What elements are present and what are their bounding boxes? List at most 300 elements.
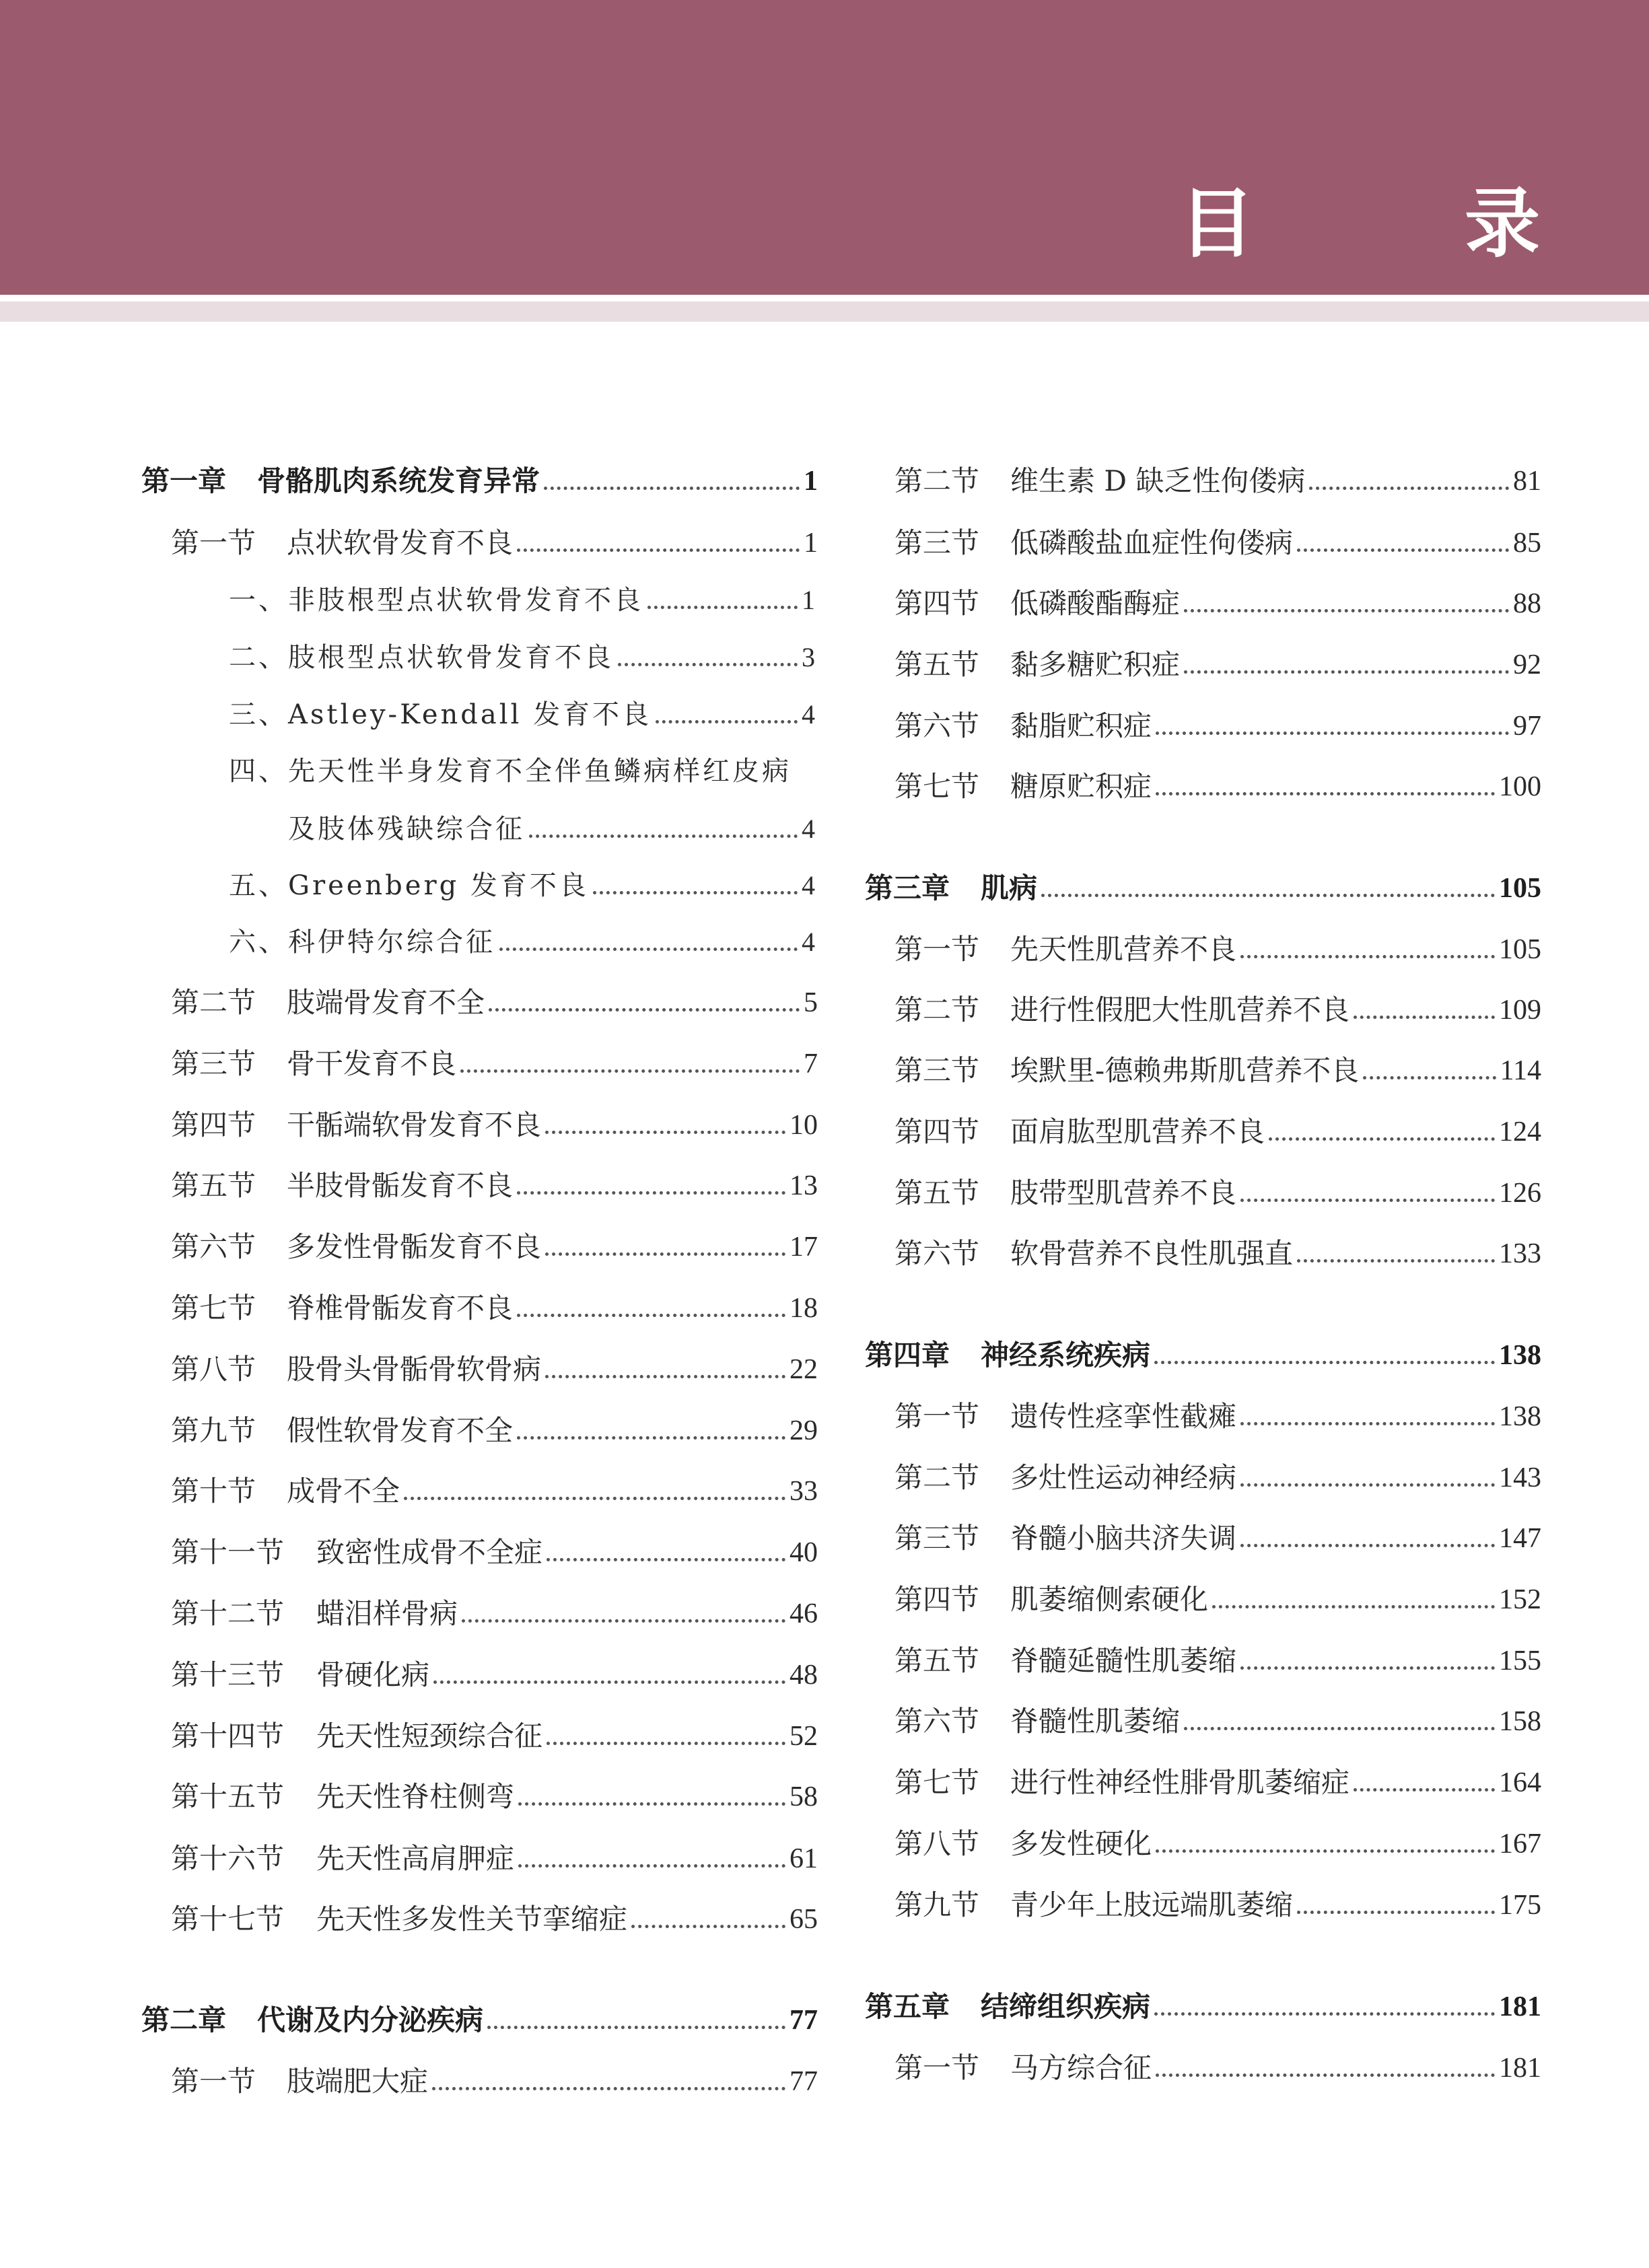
entry-title: 蜡泪样骨病 (316, 1597, 458, 1630)
toc-section-entry[interactable] (141, 1896, 818, 1943)
dot-leader (517, 1191, 785, 1195)
toc-section-entry[interactable] (865, 580, 1541, 627)
entry-label (894, 1454, 1236, 1501)
dot-leader (1354, 1016, 1495, 1019)
dot-leader (545, 1252, 785, 1256)
entry-label (171, 520, 513, 567)
dot-leader (462, 1619, 785, 1623)
entry-title: 肌萎缩侧索硬化 (1010, 1583, 1209, 1616)
entry-title: 黏多糖贮积症 (1010, 648, 1181, 681)
entry-title: 遗传性痉挛性截瘫 (1010, 1400, 1237, 1433)
page-number: 1 (804, 528, 818, 559)
entry-label (229, 691, 652, 738)
dot-leader (1154, 1361, 1495, 1364)
dot-leader (518, 1864, 785, 1868)
dot-leader (517, 1314, 785, 1317)
dot-leader (1041, 894, 1495, 897)
entry-label (894, 1230, 1293, 1277)
dot-leader (1269, 1137, 1495, 1141)
dot-leader (647, 606, 798, 609)
entry-title: 骨硬化病 (316, 1658, 430, 1691)
page-number: 7 (804, 1049, 818, 1079)
dot-leader (1184, 670, 1509, 674)
entry-label (171, 1590, 458, 1637)
page-number: 5 (804, 987, 818, 1018)
page-number: 1 (804, 466, 818, 497)
dot-leader (1309, 487, 1509, 490)
dot-leader (547, 1742, 785, 1745)
entry-label (171, 1835, 514, 1882)
entry-label (171, 1346, 541, 1393)
entry-title: 脊髓小脑共济失调 (1010, 1522, 1237, 1555)
entry-label (141, 1997, 483, 2044)
entry-label (894, 1882, 1293, 1929)
entry-label (894, 926, 1236, 973)
entry-label (171, 1285, 513, 1332)
page-title: 目 录 (1179, 180, 1607, 268)
entry-label (865, 1983, 1150, 2030)
entry-number: 第二节 (894, 993, 980, 1026)
entry-label (171, 1102, 541, 1149)
dot-leader (432, 2087, 785, 2090)
dot-leader (487, 2026, 785, 2029)
entry-label (894, 1515, 1236, 1562)
page-number: 124 (1499, 1117, 1541, 1147)
entry-number: 六、 (229, 927, 288, 958)
dot-leader (1184, 1727, 1495, 1730)
entry-title: 肌病 (981, 872, 1038, 905)
entry-label (894, 1393, 1236, 1440)
toc-section-entry[interactable] (865, 763, 1541, 810)
entry-number: 第四节 (894, 1115, 980, 1148)
dot-leader (547, 1558, 785, 1561)
page-number: 152 (1499, 1584, 1541, 1615)
entry-title: 低磷酸酯酶症 (1010, 587, 1181, 620)
entry-number: 第八节 (894, 1827, 980, 1860)
entry-title: 多发性骨骺发育不良 (287, 1230, 542, 1263)
entry-label (894, 1170, 1236, 1217)
page-number: 147 (1499, 1523, 1541, 1554)
dot-leader (1184, 609, 1509, 612)
page-number: 109 (1499, 995, 1541, 1026)
page-number: 85 (1513, 528, 1541, 559)
entry-label (229, 577, 643, 624)
page-number: 81 (1513, 466, 1541, 497)
entry-number: 第十七节 (171, 1903, 285, 1936)
entry-number: 第二节 (894, 1461, 980, 1494)
entry-label (171, 1773, 514, 1820)
dot-leader (1212, 1605, 1495, 1608)
page-number: 138 (1499, 1401, 1541, 1432)
entry-title: 进行性假肥大性肌营养不良 (1010, 993, 1350, 1026)
dot-leader (1156, 2074, 1495, 2077)
toc-section-entry[interactable] (865, 520, 1541, 567)
entry-label (894, 458, 1305, 505)
entry-number: 第十三节 (171, 1658, 285, 1691)
entry-label (171, 1713, 542, 1760)
entry-label (171, 1162, 513, 1209)
entry-number: 第四节 (894, 1583, 980, 1616)
entry-number: 第七节 (894, 770, 980, 803)
toc-section-entry[interactable] (865, 1882, 1541, 1929)
toc-section-entry[interactable] (865, 1230, 1541, 1277)
page-number: 18 (790, 1293, 818, 1324)
toc-section-entry[interactable] (141, 1529, 818, 1576)
entry-number: 一、 (229, 585, 288, 616)
entry-label (894, 1820, 1152, 1868)
entry-label (894, 1698, 1180, 1745)
dot-leader (518, 1802, 785, 1806)
entry-label (171, 1896, 627, 1943)
entry-number: 第一节 (171, 526, 256, 559)
dot-leader (489, 1008, 800, 1012)
page-number: 114 (1500, 1055, 1541, 1086)
entry-number: 第二章 (141, 2004, 227, 2036)
entry-number: 第五节 (894, 1176, 980, 1209)
toc-section-entry[interactable] (141, 1468, 818, 1515)
entry-number: 第一节 (894, 2051, 980, 2084)
entry-title: Astley-Kendall 发育不良 (288, 699, 652, 730)
entry-number: 二、 (229, 642, 288, 673)
entry-number: 第三节 (894, 1054, 980, 1087)
entry-label (894, 1047, 1359, 1094)
entry-number: 第一节 (894, 1400, 980, 1433)
page-number: 167 (1499, 1829, 1541, 1859)
entry-number: 第六节 (894, 1705, 980, 1738)
entry-number: 第二节 (171, 986, 256, 1019)
dot-leader (544, 487, 800, 490)
dot-leader (1156, 792, 1495, 795)
toc-section-entry[interactable] (141, 1590, 818, 1637)
entry-label (229, 919, 495, 966)
page-number: 22 (790, 1354, 818, 1385)
entry-number: 四、 (229, 756, 288, 787)
toc-section-entry[interactable] (141, 1285, 818, 1332)
toc-chapter-entry[interactable] (141, 1997, 818, 2044)
dot-leader (1240, 1422, 1495, 1425)
entry-number: 第九节 (894, 1888, 980, 1921)
toc-section-entry[interactable] (141, 520, 818, 567)
toc-subsection-entry[interactable] (141, 577, 818, 624)
entry-title: 青少年上肢远端肌萎缩 (1010, 1888, 1294, 1921)
entry-title: 先天性高肩胛症 (316, 1842, 515, 1875)
toc-section-entry[interactable] (141, 1407, 818, 1454)
entry-title: 科伊特尔综合征 (288, 927, 495, 958)
entry-number: 第三节 (171, 1047, 256, 1080)
page-number: 88 (1513, 588, 1541, 619)
toc-subsection-entry[interactable] (141, 634, 818, 681)
entry-number: 第十四节 (171, 1720, 285, 1752)
entry-number: 第一章 (141, 464, 227, 497)
page-number: 3 (802, 642, 818, 672)
entry-number: 第十六节 (171, 1842, 285, 1875)
page-number: 126 (1499, 1178, 1541, 1209)
entry-title: 先天性脊柱侧弯 (316, 1780, 515, 1813)
entry-title: 先天性半身发育不全伴鱼鳞病样红皮病 (288, 756, 792, 787)
entry-number: 第七节 (171, 1291, 256, 1324)
dot-leader (1363, 1076, 1496, 1079)
entry-number: 五、 (229, 870, 288, 901)
entry-label (894, 1576, 1208, 1623)
entry-title: 先天性肌营养不良 (1010, 933, 1237, 966)
entry-title: 结缔组织疾病 (981, 1990, 1151, 2023)
entry-number: 第五节 (894, 1644, 980, 1677)
entry-label (171, 1529, 542, 1576)
entry-label (894, 2045, 1152, 2092)
page-number: 4 (802, 927, 818, 957)
entry-title: 神经系统疾病 (981, 1339, 1151, 1372)
entry-label (171, 979, 485, 1026)
toc-section-entry[interactable] (141, 2058, 818, 2105)
page-number: 40 (790, 1537, 818, 1568)
dot-leader (1297, 1259, 1495, 1263)
page-number: 133 (1499, 1238, 1541, 1269)
toc-section-entry[interactable] (141, 1346, 818, 1393)
entry-number: 第五章 (865, 1990, 950, 2023)
entry-label (894, 520, 1293, 567)
dot-leader (529, 835, 798, 838)
entry-label (229, 862, 589, 909)
entry-number: 第十节 (171, 1475, 256, 1508)
entry-title: 骨骼肌肉系统发育异常 (257, 464, 540, 497)
entry-title: 脊椎骨骺发育不良 (287, 1291, 514, 1324)
entry-title: 软骨营养不良性肌强直 (1010, 1237, 1294, 1270)
toc-subsection-entry[interactable] (141, 748, 818, 795)
page-number: 77 (790, 2066, 818, 2097)
dot-leader (618, 663, 798, 666)
entry-number: 第九节 (171, 1414, 256, 1447)
entry-number: 第四节 (894, 587, 980, 620)
page-number: 105 (1499, 873, 1541, 904)
toc-section-entry[interactable] (141, 1224, 818, 1271)
entry-label (141, 458, 540, 505)
entry-title: 半肢骨骺发育不良 (287, 1169, 514, 1202)
dot-leader (656, 720, 798, 723)
dot-leader (545, 1131, 785, 1134)
entry-title: 点状软骨发育不良 (287, 526, 514, 559)
entry-label (229, 634, 614, 681)
entry-number: 第十二节 (171, 1597, 285, 1630)
entry-label (171, 1040, 456, 1088)
entry-label (894, 1637, 1236, 1685)
toc-chapter-entry[interactable] (141, 458, 818, 505)
toc-subsection-entry[interactable] (141, 919, 818, 966)
entry-title: 马方综合征 (1010, 2051, 1152, 2084)
entry-number: 第三节 (894, 1522, 980, 1555)
toc-chapter-entry[interactable] (865, 1983, 1541, 2030)
entry-title: 肢带型肌营养不良 (1010, 1176, 1237, 1209)
entry-number: 第二节 (894, 464, 980, 497)
entry-number: 第八节 (171, 1353, 256, 1386)
dot-leader (1154, 2012, 1495, 2016)
toc-section-entry[interactable] (865, 2045, 1541, 2092)
entry-title: 骨干发育不良 (287, 1047, 457, 1080)
entry-number: 第六节 (894, 709, 980, 742)
entry-number: 第六节 (894, 1237, 980, 1270)
entry-label (171, 1407, 513, 1454)
dot-leader (1297, 548, 1509, 552)
entry-title: 先天性多发性关节挛缩症 (316, 1903, 628, 1936)
dot-leader (460, 1069, 800, 1073)
entry-label (171, 2058, 428, 2105)
dot-leader (545, 1375, 785, 1378)
page-number: 97 (1513, 711, 1541, 742)
dot-leader (499, 948, 798, 951)
toc-section-entry[interactable] (865, 1515, 1541, 1562)
page-number: 46 (790, 1598, 818, 1629)
entry-label (865, 1332, 1150, 1379)
page-number: 10 (790, 1110, 818, 1141)
page-number: 105 (1499, 934, 1541, 965)
dot-leader (1240, 955, 1495, 958)
entry-title: 干骺端软骨发育不良 (287, 1108, 542, 1141)
entry-label (894, 580, 1180, 627)
entry-title: 非肢根型点状软骨发育不良 (288, 585, 643, 616)
entry-label (894, 1108, 1265, 1156)
toc-section-entry[interactable] (141, 1652, 818, 1699)
toc-section-entry[interactable] (865, 1393, 1541, 1440)
entry-title: 代谢及内分泌疾病 (257, 2004, 484, 2036)
toc-section-entry[interactable] (141, 1835, 818, 1882)
dot-leader (1240, 1483, 1495, 1487)
toc-chapter-entry[interactable] (865, 865, 1541, 912)
dot-leader (1297, 1911, 1495, 1914)
header-divider (0, 302, 1649, 322)
page-number: 29 (790, 1415, 818, 1446)
dot-leader (1156, 1849, 1495, 1853)
dot-leader (1354, 1788, 1495, 1792)
page-number: 58 (790, 1781, 818, 1812)
toc-section-entry[interactable] (865, 987, 1541, 1034)
page-number: 65 (790, 1904, 818, 1935)
toc-section-entry[interactable] (865, 1454, 1541, 1501)
entry-number: 第七节 (894, 1766, 980, 1799)
toc-section-entry[interactable] (865, 1637, 1541, 1685)
entry-title: 脊髓延髓性肌萎缩 (1010, 1644, 1237, 1677)
toc-subsection-entry[interactable] (141, 691, 818, 738)
page-number: 52 (790, 1721, 818, 1752)
page-number: 1 (802, 585, 818, 615)
page-number: 4 (802, 814, 818, 844)
toc-section-entry[interactable] (865, 1698, 1541, 1745)
page-number: 175 (1499, 1890, 1541, 1921)
page-number: 61 (790, 1843, 818, 1874)
page-number: 92 (1513, 649, 1541, 680)
entry-title: 肢根型点状软骨发育不良 (288, 642, 614, 673)
dot-leader (631, 1925, 785, 1928)
page-number: 13 (790, 1170, 818, 1201)
entry-number: 三、 (229, 699, 288, 730)
entry-title: 肢端骨发育不全 (287, 986, 485, 1019)
toc-section-entry[interactable] (865, 1047, 1541, 1094)
dot-leader (517, 1436, 785, 1440)
entry-title: 脊髓性肌萎缩 (1010, 1705, 1181, 1738)
entry-label (865, 865, 1037, 912)
page-number: 181 (1499, 2053, 1541, 2084)
entry-number: 第四章 (865, 1339, 950, 1372)
dot-leader (1156, 732, 1509, 735)
entry-label (894, 641, 1180, 688)
entry-number: 第四节 (171, 1108, 256, 1141)
dot-leader (1240, 1199, 1495, 1202)
toc-section-entry[interactable] (865, 1759, 1541, 1806)
page-number: 158 (1499, 1706, 1541, 1737)
toc-section-entry[interactable] (865, 1108, 1541, 1156)
entry-label (894, 763, 1152, 810)
entry-number: 第三章 (865, 872, 950, 905)
toc-section-entry[interactable] (141, 979, 818, 1026)
entry-number: 第一节 (894, 933, 980, 966)
dot-leader (517, 548, 800, 552)
page-number: 100 (1499, 771, 1541, 802)
toc-section-entry[interactable] (865, 1820, 1541, 1868)
page-number: 4 (802, 870, 818, 900)
page-number: 17 (790, 1232, 818, 1263)
entry-title: 维生素 D 缺乏性佝偻病 (1010, 464, 1306, 497)
entry-title: 肢端肥大症 (287, 2065, 429, 2098)
toc-section-entry[interactable] (141, 1713, 818, 1760)
toc-section-entry[interactable] (865, 1170, 1541, 1217)
page-number: 33 (790, 1476, 818, 1507)
entry-title: 糖原贮积症 (1010, 770, 1152, 803)
toc-section-entry[interactable] (865, 458, 1541, 505)
entry-title: 多灶性运动神经病 (1010, 1461, 1237, 1494)
toc-subsection-continuation[interactable] (141, 806, 818, 853)
toc-section-entry[interactable] (865, 1576, 1541, 1623)
page-number: 138 (1499, 1340, 1541, 1371)
entry-label (288, 806, 525, 853)
toc-section-entry[interactable] (141, 1040, 818, 1088)
page-number: 77 (790, 2005, 818, 2036)
entry-title: 致密性成骨不全症 (316, 1536, 543, 1569)
entry-title: 成骨不全 (287, 1475, 400, 1508)
entry-number: 第三节 (894, 526, 980, 559)
entry-title: 股骨头骨骺骨软骨病 (287, 1353, 542, 1386)
toc-section-entry[interactable] (141, 1102, 818, 1149)
entry-label (171, 1652, 429, 1699)
entry-title: 埃默里-德赖弗斯肌营养不良 (1010, 1054, 1360, 1087)
entry-number: 第六节 (171, 1230, 256, 1263)
toc-section-entry[interactable] (865, 926, 1541, 973)
entry-title: 面肩肱型肌营养不良 (1010, 1115, 1265, 1148)
toc-subsection-entry[interactable] (141, 862, 818, 909)
toc-section-entry[interactable] (141, 1773, 818, 1820)
page-number: 48 (790, 1660, 818, 1691)
page-number: 4 (802, 699, 818, 730)
page-number: 155 (1499, 1645, 1541, 1676)
entry-title: 黏脂贮积症 (1010, 709, 1152, 742)
toc-chapter-entry[interactable] (865, 1332, 1541, 1379)
entry-title: 进行性神经性腓骨肌萎缩症 (1010, 1766, 1350, 1799)
entry-label (229, 748, 792, 795)
toc-section-entry[interactable] (865, 641, 1541, 688)
entry-label (171, 1468, 400, 1515)
toc-section-entry[interactable] (865, 703, 1541, 750)
dot-leader (404, 1497, 785, 1500)
dot-leader (1240, 1544, 1495, 1547)
toc-section-entry[interactable] (141, 1162, 818, 1209)
entry-title: 假性软骨发育不全 (287, 1414, 514, 1447)
entry-number: 第十五节 (171, 1780, 285, 1813)
entry-title: 多发性硬化 (1010, 1827, 1152, 1860)
dot-leader (433, 1680, 785, 1684)
entry-number: 第一节 (171, 2065, 256, 2098)
page-number: 164 (1499, 1767, 1541, 1798)
dot-leader (1240, 1666, 1495, 1670)
entry-title: 及肢体残缺综合征 (288, 814, 525, 845)
entry-label (894, 1759, 1349, 1806)
dot-leader (593, 891, 798, 894)
